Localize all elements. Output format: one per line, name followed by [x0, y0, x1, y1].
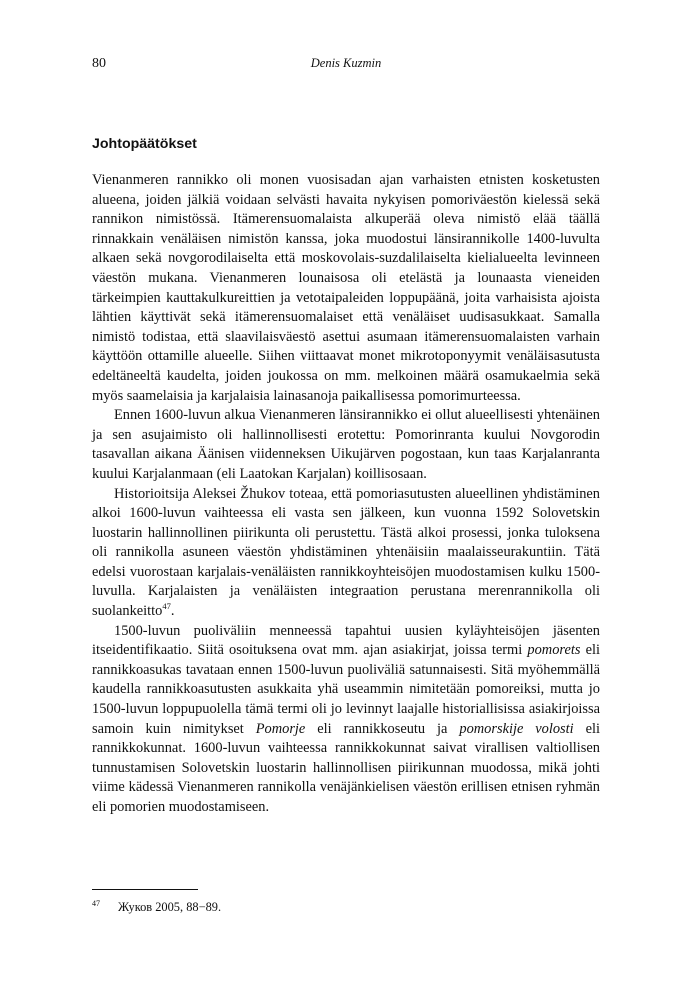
section-heading: Johtopäätökset [92, 136, 197, 152]
page-number: 80 [92, 56, 106, 71]
footnote-rule [92, 889, 198, 890]
running-head: Denis Kuzmin [310, 56, 382, 70]
body-text [92, 171, 600, 818]
paragraph-3: Historioitsija Aleksei Žhukov toteaa, että pomoriasutusten alueellinen yhdistäminen alkoi 1600-luvun vaihteessa eli vasta sen jälkeen, kun vuonna 1592 Solovetskin luostarin hallinnollinen piirikunta oli perustettu. Tästä alkoi prosessi, jonka tuloksena oli rannikolla asuneen väestön yhdistäminen yhtenäisiin maalaisseurakuntiin. Tätä edelsi vuorostaan karjalais-venäläisten rannikkoyhteisöjen muodostamisen kulku 1500-luvulla. Karjalaisten ja venäläisten integraation perustana merenrannikolla oli suolankeitto$^{47}$. [92, 485, 600, 620]
term-pomorje: Pomorje [255, 720, 306, 737]
paragraph-4-text-c: eli rannikkoseutu ja [305, 720, 460, 737]
term-pomorets: pomorets [527, 642, 581, 659]
footnote [92, 899, 221, 915]
paragraph-4-text-d: eli rannikkokunnat. 1600-luvun vaihteessa rannikkokunnat saivat virallisen valtiollisen tunnustamisen Solovetskin luostarin hallinnollisen piirikunnan muodossa, mikä johti viime kädessä Vienanmeren rannikolla venäjänkielisen väestön erillisen etnisen ryhmän eli pomorien muodostamiseen. [92, 720, 600, 815]
paragraph-4-text-b: eli rannikkoasukas tavataan ennen 1500-luvun puoliväliä satunnaisesti. Sitä myöhemmällä kaudella rannikkoasutusten asukkaita yhä useammin nimitetään pomoreiksi, mutta jo 1500-luvun loppupuolella tämä termi oli jo levinnyt laajalle historiallisissa asiakirjoissa samoin kuin nimitykset [92, 642, 600, 737]
paragraph-2: Ennen 1600-luvun alkua Vienanmeren länsirannikko ei ollut alueellisesti yhtenäinen ja sen asujaimisto oli hallinnollisesti erotettu: Pomorinranta kuului Novgorodin tasavallan aikana Äänisen viidenneksen Uikujärven pogostaan, kun taas Karjalanranta kuului Karjalanmaan (eli Laatokan Karjalan) koillisosaan. [92, 407, 600, 482]
paragraph-4 [92, 622, 600, 818]
paragraph-4-text-a: 1500-luvun puoliväliin menneessä tapahtui uusien kyläyhteisöjen jäsenten itseidentifikaatio. Siitä osoituksena ovat mm. ajan asiakirjat, joissa termi [92, 622, 600, 659]
paragraph-3-text: Historioitsija Aleksei Žhukov toteaa, että pomoriasutusten alueellinen yhdistäminen alkoi 1600-luvun vaihteessa eli vasta sen jälkeen, kun vuonna 1592 Solovetskin luostarin hallinnollinen piirikunta oli perustettu. Tästä alkoi prosessi, jonka tuloksena oli rannikolla asuneen väestön yhdistäminen yhtenäisiin maalaisseurakuntiin. Tätä edelsi vuorostaan karjalais-venäläisten rannikkoyhteisöjen muodostamisen kulku 1500-luvulla. Karjalaisten ja venäläisten integraation perustana merenrannikolla oli suolankeitto [92, 485, 600, 620]
paragraph-1: Vienanmeren rannikko oli monen vuosisadan ajan varhaisten etnisten kosketusten alueena, joiden jälkiä voidaan selvästi havaita nykyisen pomoriväestön kielessä sekä rannikon nimistössä. Itämerensuomalaista alkuperää oleva nimistö elää täällä rinnakkain venäläisen nimistön kanssa, joka muodostui länsirannikolle 1400-luvulta alkaen sekä novgorodilaiselta että moskovolais-suzdalilaiselta kielialueelta levinneen väestön mukana. Vienanmeren lounaisosa oli etelästä ja lounaasta vieneiden tärkeimpien kauttakulkureittien ja vetotaipaleiden loppupäänä, joita varhaisista ajoista lähtien käyttivät sekä itämerensuomalaiset että venäläiset uudisasukkaat. Samalla nimistö todistaa, että slaavilaisväestö asettui asumaan itämerensuomalaisten varhain käyttöön ottamille alueelle. Siihen viittaavat monet mikrotoponyymit venäläisasutusta edeltäneeltä kaudelta, joiden joukossa on mm. melkoinen määrä osamukaelmia sekä myös saamelaisia ja karjalaisia lainasanoja paikallisessa pomorimurteessa. [92, 172, 600, 404]
footnote-reference[interactable]: 47 [162, 601, 171, 612]
term-pomorskije-volosti: pomorskije volosti [459, 720, 574, 737]
footnote-number: 47 [92, 899, 100, 908]
footnote-text: Жуков 2005, 88−89. [118, 900, 222, 914]
